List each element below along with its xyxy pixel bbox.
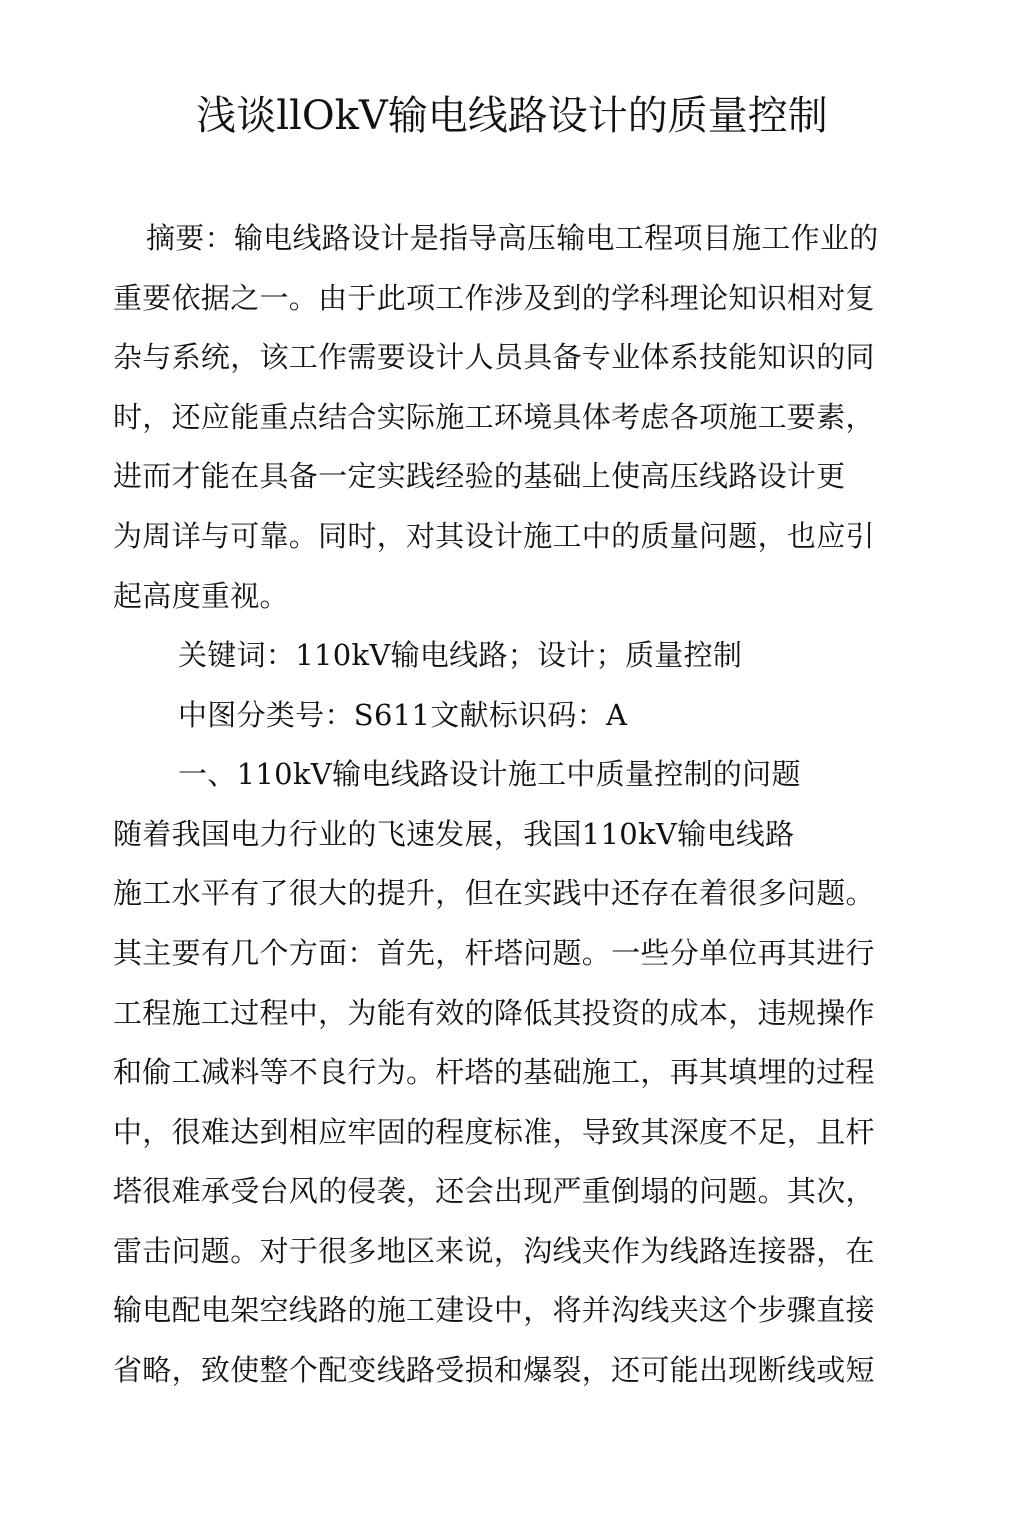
body-line-6: 中，很难达到相应牢固的程度标准，导致其深度不足，且杆 bbox=[113, 1115, 875, 1149]
abstract-line-5: 进而才能在具备一定实践经验的基础上使高压线路设计更 bbox=[113, 459, 846, 493]
body-line-10: 省略，致使整个配变线路受损和爆裂，还可能出现断线或短 bbox=[113, 1353, 875, 1387]
body-line-1: 随着我国电力行业的飞速发展，我国110kV输电线路 bbox=[113, 817, 795, 851]
section-heading: 一、110kV输电线路设计施工中质量控制的问题 bbox=[178, 757, 801, 791]
abstract-line-3: 杂与系统，该工作需要设计人员具备专业体系技能知识的同 bbox=[113, 340, 875, 374]
body-line-5: 和偷工减料等不良行为。杆塔的基础施工，再其填埋的过程 bbox=[113, 1055, 875, 1089]
document-title: 浅谈llOkV输电线路设计的质量控制 bbox=[196, 93, 828, 139]
body-line-4: 工程施工过程中，为能有效的降低其投资的成本，违规操作 bbox=[113, 996, 875, 1030]
body-line-3: 其主要有几个方面：首先，杆塔问题。一些分单位再其进行 bbox=[113, 936, 875, 970]
classification-line: 中图分类号：S611文献标识码：A bbox=[178, 698, 628, 732]
body-line-2: 施工水平有了很大的提升，但在实践中还存在着很多问题。 bbox=[113, 876, 875, 910]
body-line-7: 塔很难承受台风的侵袭，还会出现严重倒塌的问题。其次， bbox=[113, 1174, 875, 1208]
abstract-line-4: 时，还应能重点结合实际施工环境具体考虑各项施工要素， bbox=[113, 400, 875, 434]
body-line-9: 输电配电架空线路的施工建设中，将并沟线夹这个步骤直接 bbox=[113, 1293, 875, 1327]
abstract-line-1: 摘要：输电线路设计是指导高压输电工程项目施工作业的 bbox=[146, 221, 879, 255]
keywords-line: 关键词：110kV输电线路；设计；质量控制 bbox=[178, 638, 743, 672]
abstract-line-2: 重要依据之一。由于此项工作涉及到的学科理论知识相对复 bbox=[113, 281, 875, 315]
body-line-8: 雷击问题。对于很多地区来说，沟线夹作为线路连接器，在 bbox=[113, 1234, 875, 1268]
abstract-line-7: 起高度重视。 bbox=[113, 579, 289, 613]
abstract-line-6: 为周详与可靠。同时，对其设计施工中的质量问题，也应引 bbox=[113, 519, 875, 553]
